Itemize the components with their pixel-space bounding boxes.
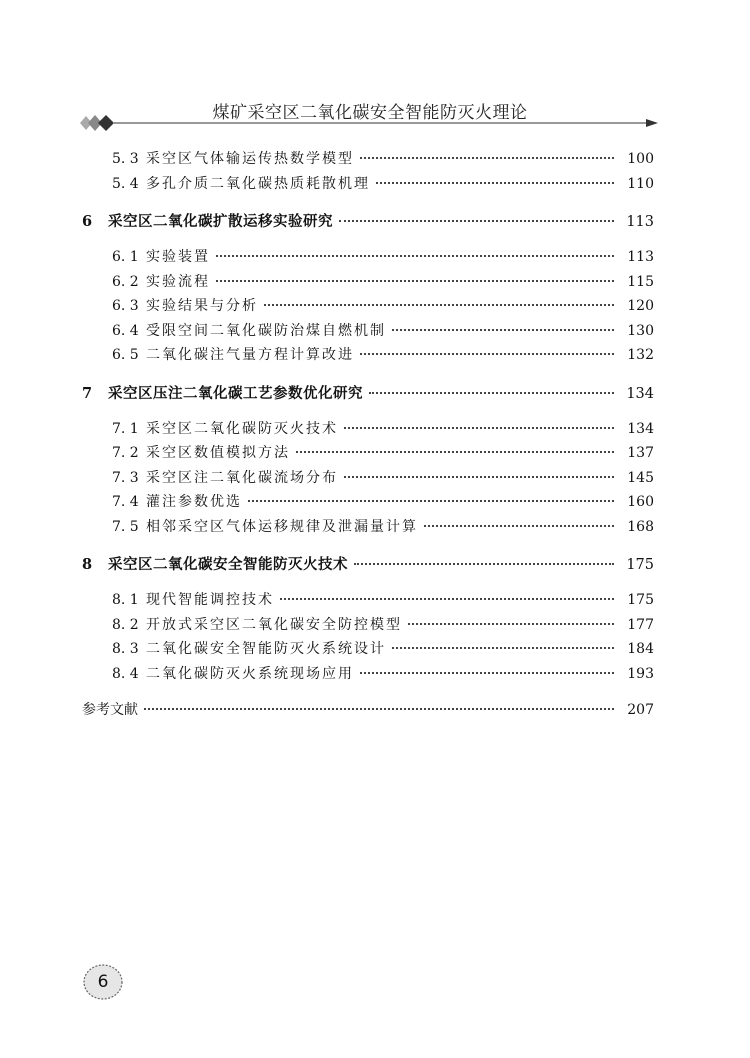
section-number: 8. 1 bbox=[112, 592, 139, 608]
page-ref: 134 bbox=[626, 385, 654, 402]
page-ref: 113 bbox=[627, 249, 654, 265]
chapter-title: 采空区压注二氧化碳工艺参数优化研究 bbox=[108, 384, 363, 402]
dot-leader bbox=[408, 623, 614, 625]
toc-entry-7-5[interactable] bbox=[82, 516, 654, 541]
page-ref: 113 bbox=[626, 214, 654, 230]
page-ref: 134 bbox=[627, 420, 654, 437]
dot-leader bbox=[296, 451, 614, 453]
section-number: 5. 4 bbox=[112, 175, 139, 192]
dot-leader bbox=[344, 476, 614, 478]
section-title: 实验装置 bbox=[146, 249, 210, 265]
section-title: 二氧化碳安全智能防灭火系统设计 bbox=[146, 641, 386, 657]
section-number: 5. 3 bbox=[112, 151, 139, 167]
chapter-number: 7 bbox=[82, 384, 93, 402]
section-title: 受限空间二氧化碳防治煤自燃机制 bbox=[146, 322, 386, 339]
toc-entry-7-1[interactable] bbox=[82, 418, 654, 443]
page-ref: 130 bbox=[627, 322, 654, 339]
page-ref: 175 bbox=[627, 592, 654, 608]
chapter-number: 6 bbox=[82, 213, 93, 230]
section-title: 实验结果与分析 bbox=[146, 298, 258, 314]
dot-leader bbox=[248, 500, 614, 502]
dot-leader bbox=[360, 672, 614, 674]
dot-leader bbox=[360, 353, 614, 355]
section-number: 6. 2 bbox=[112, 273, 139, 290]
toc-chapter-6[interactable] bbox=[82, 210, 654, 234]
section-title: 现代智能调控技术 bbox=[146, 592, 274, 608]
page-ref: 207 bbox=[627, 702, 654, 718]
page-ref: 193 bbox=[627, 665, 654, 682]
dot-leader bbox=[216, 255, 614, 257]
dot-leader bbox=[339, 220, 614, 222]
section-number: 8. 3 bbox=[112, 641, 139, 657]
dot-leader bbox=[264, 304, 614, 306]
toc-entry-8-4[interactable] bbox=[82, 663, 654, 688]
header-rule bbox=[80, 112, 660, 132]
section-title: 灌注参数优选 bbox=[146, 494, 242, 510]
toc-entry-5-3[interactable] bbox=[82, 148, 654, 173]
toc-chapter-8[interactable] bbox=[82, 553, 654, 577]
dot-leader bbox=[376, 182, 614, 184]
page-ref: 175 bbox=[626, 557, 654, 573]
chapter-title: 采空区二氧化碳扩散运移实验研究 bbox=[108, 213, 333, 230]
dot-leader bbox=[354, 563, 614, 565]
section-title: 多孔介质二氧化碳热质耗散机理 bbox=[146, 175, 370, 192]
dot-leader bbox=[392, 647, 614, 649]
page-ref: 160 bbox=[627, 494, 654, 510]
section-title: 实验流程 bbox=[146, 273, 210, 290]
toc-entry-6-3[interactable] bbox=[82, 295, 654, 320]
toc-chapter-7[interactable] bbox=[82, 382, 654, 406]
section-title: 采空区气体输运传热数学模型 bbox=[146, 151, 354, 167]
toc-entry-7-2[interactable] bbox=[82, 442, 654, 467]
section-title: 采空区二氧化碳防灭火技术 bbox=[146, 420, 338, 437]
section-number: 7. 5 bbox=[112, 518, 139, 535]
section-title: 开放式采空区二氧化碳安全防控模型 bbox=[146, 616, 402, 633]
chapter-title: 采空区二氧化碳安全智能防灭火技术 bbox=[108, 556, 348, 573]
toc-entry-6-2[interactable] bbox=[82, 271, 654, 296]
dot-leader bbox=[424, 525, 614, 527]
toc-entry-8-3[interactable] bbox=[82, 638, 654, 663]
section-number: 6. 4 bbox=[112, 322, 139, 339]
dot-leader bbox=[369, 392, 614, 394]
section-number: 6. 1 bbox=[112, 249, 139, 265]
page-number-badge bbox=[81, 962, 125, 1002]
section-title: 二氧化碳防灭火系统现场应用 bbox=[146, 665, 354, 682]
toc-entry-6-5[interactable] bbox=[82, 344, 654, 369]
chapter-number: 8 bbox=[82, 556, 93, 573]
section-number: 6. 3 bbox=[112, 298, 139, 314]
dot-leader bbox=[144, 708, 614, 710]
page-number: 6 bbox=[97, 972, 109, 992]
page-ref: 145 bbox=[627, 469, 654, 486]
page-ref: 137 bbox=[627, 445, 654, 461]
page-ref: 132 bbox=[627, 347, 654, 363]
page-ref: 120 bbox=[627, 298, 654, 314]
diamond-dark-icon bbox=[98, 115, 114, 131]
section-number: 6. 5 bbox=[112, 347, 139, 363]
section-number: 8. 4 bbox=[112, 665, 139, 682]
toc-entry-7-4[interactable] bbox=[82, 491, 654, 516]
page-ref: 110 bbox=[627, 175, 654, 192]
arrow-right-icon bbox=[646, 119, 658, 127]
dot-leader bbox=[360, 157, 614, 159]
running-header bbox=[80, 90, 660, 135]
page-ref: 168 bbox=[627, 518, 654, 535]
book-title: 煤矿采空区二氧化碳安全智能防灭火理论 bbox=[212, 103, 528, 123]
section-title: 二氧化碳注气量方程计算改进 bbox=[146, 347, 354, 363]
section-title: 相邻采空区气体运移规律及泄漏量计算 bbox=[146, 518, 418, 535]
dot-leader bbox=[392, 329, 614, 331]
toc-references[interactable] bbox=[82, 699, 654, 724]
references-title: 参考文献 bbox=[82, 702, 138, 718]
toc-entry-6-1[interactable] bbox=[82, 246, 654, 271]
toc-entry-6-4[interactable] bbox=[82, 320, 654, 345]
dot-leader bbox=[280, 598, 614, 600]
dot-leader bbox=[344, 427, 614, 429]
page-ref: 100 bbox=[627, 151, 654, 167]
section-number: 7. 3 bbox=[112, 469, 139, 486]
section-title: 采空区数值模拟方法 bbox=[146, 445, 290, 461]
toc-entry-5-4[interactable] bbox=[82, 173, 654, 198]
section-number: 7. 1 bbox=[112, 420, 139, 437]
table-of-contents bbox=[82, 148, 654, 724]
page-ref: 184 bbox=[627, 641, 654, 657]
section-number: 7. 2 bbox=[112, 445, 139, 461]
toc-entry-7-3[interactable] bbox=[82, 467, 654, 492]
section-number: 7. 4 bbox=[112, 494, 139, 510]
page-ref: 115 bbox=[627, 273, 654, 290]
section-title: 采空区注二氧化碳流场分布 bbox=[146, 469, 338, 486]
toc-entry-8-2[interactable] bbox=[82, 614, 654, 639]
toc-entry-8-1[interactable] bbox=[82, 589, 654, 614]
section-number: 8. 2 bbox=[112, 616, 139, 633]
page-ref: 177 bbox=[627, 616, 654, 633]
dot-leader bbox=[216, 280, 614, 282]
